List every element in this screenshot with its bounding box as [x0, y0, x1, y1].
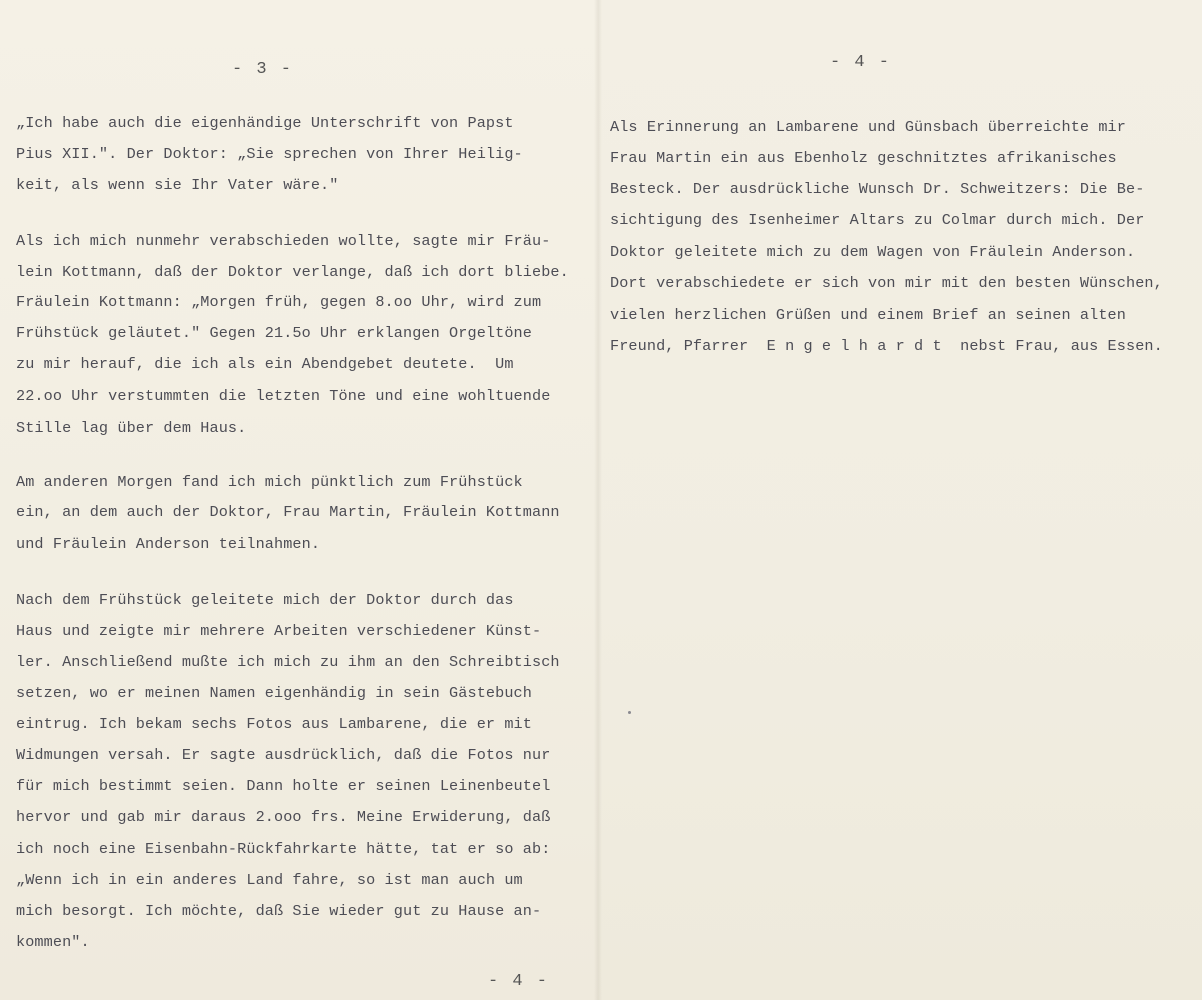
text-line: Haus und zeigte mir mehrere Arbeiten verschiedener Künst- — [16, 622, 542, 640]
text-line: eintrug. Ich bekam sechs Fotos aus Lambarene, die er mit — [16, 715, 532, 733]
page-number-top: - 3 - — [232, 60, 294, 79]
text-line: Doktor geleitete mich zu dem Wagen von Fräulein Anderson. — [610, 243, 1136, 261]
text-line: Besteck. Der ausdrückliche Wunsch Dr. Schweitzers: Die Be- — [610, 180, 1145, 198]
text-line: Dort verabschiedete er sich von mir mit den besten Wünschen, — [610, 274, 1163, 292]
text-line: kommen". — [16, 933, 90, 951]
text-line: keit, als wenn sie Ihr Vater wäre." — [16, 176, 339, 194]
text-line: mich besorgt. Ich möchte, daß Sie wieder gut zu Hause an- — [16, 902, 542, 920]
text-line: Freund, Pfarrer E n g e l h a r d t nebst Frau, aus Essen. — [610, 337, 1163, 355]
text-line: lein Kottmann, daß der Doktor verlange, daß ich dort bliebe. — [16, 263, 569, 281]
ink-speck — [628, 711, 631, 714]
text-line: Fräulein Kottmann: „Morgen früh, gegen 8.oo Uhr, wird zum — [16, 293, 542, 311]
text-line: Als Erinnerung an Lambarene und Günsbach überreichte mir — [610, 118, 1126, 136]
text-line: hervor und gab mir daraus 2.ooo frs. Meine Erwiderung, daß — [16, 808, 551, 826]
text-line: Als ich mich nunmehr verabschieden wollte, sagte mir Fräu- — [16, 232, 551, 250]
text-line: vielen herzlichen Grüßen und einem Brief an seinen alten — [610, 306, 1126, 324]
page-fold — [594, 0, 602, 1000]
text-line: und Fräulein Anderson teilnahmen. — [16, 535, 321, 553]
text-line: für mich bestimmt seien. Dann holte er seinen Leinenbeutel — [16, 777, 551, 795]
text-line: zu mir herauf, die ich als ein Abendgebet deutete. Um — [16, 355, 514, 373]
text-line: Frühstück geläutet." Gegen 21.5o Uhr erklangen Orgeltöne — [16, 324, 532, 342]
text-line: 22.oo Uhr verstummten die letzten Töne und eine wohltuende — [16, 387, 551, 405]
text-line: „Ich habe auch die eigenhändige Unterschrift von Papst — [16, 114, 514, 132]
text-line: Nach dem Frühstück geleitete mich der Doktor durch das — [16, 591, 514, 609]
left-page — [0, 0, 598, 1000]
text-line: ein, an dem auch der Doktor, Frau Martin, Fräulein Kottmann — [16, 503, 560, 521]
page-number-top: - 4 - — [830, 53, 892, 72]
text-line: „Wenn ich in ein anderes Land fahre, so ist man auch um — [16, 871, 523, 889]
text-line: Pius XII.". Der Doktor: „Sie sprechen von Ihrer Heilig- — [16, 145, 523, 163]
page-number-bottom: - 4 - — [488, 972, 550, 991]
text-line: sichtigung des Isenheimer Altars zu Colmar durch mich. Der — [610, 211, 1145, 229]
text-line: ich noch eine Eisenbahn-Rückfahrkarte hätte, tat er so ab: — [16, 840, 551, 858]
right-page — [598, 0, 1202, 1000]
text-line: Am anderen Morgen fand ich mich pünktlich zum Frühstück — [16, 473, 523, 491]
text-line: ler. Anschließend mußte ich mich zu ihm an den Schreibtisch — [16, 653, 560, 671]
text-line: Frau Martin ein aus Ebenholz geschnitztes afrikanisches — [610, 149, 1117, 167]
text-line: Widmungen versah. Er sagte ausdrücklich, daß die Fotos nur — [16, 746, 551, 764]
text-line: Stille lag über dem Haus. — [16, 419, 247, 437]
text-line: setzen, wo er meinen Namen eigenhändig in sein Gästebuch — [16, 684, 532, 702]
